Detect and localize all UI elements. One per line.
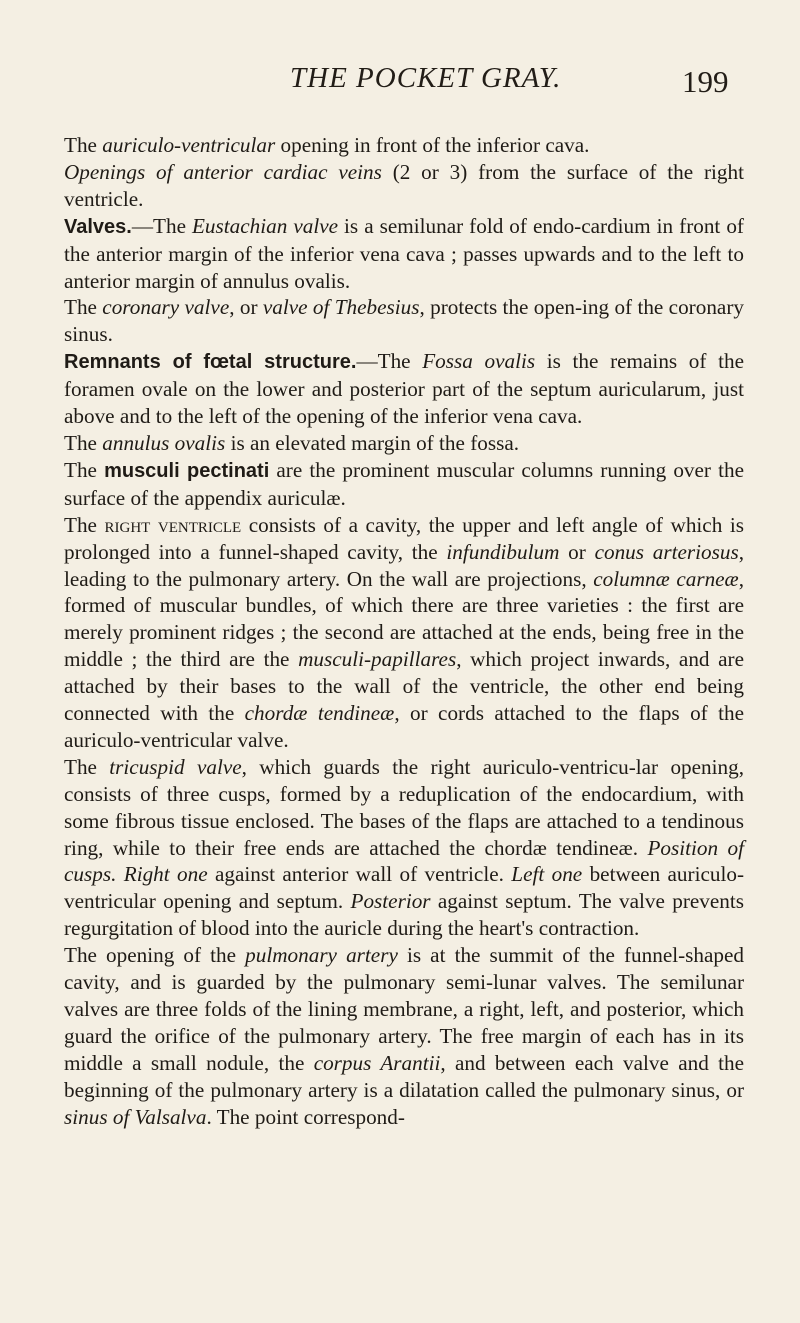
italic-term: musculi-papillares [298,647,457,672]
text-segment: , protects the open-ing of the coronary sinus. [64,295,744,347]
paragraph [64,132,744,159]
italic-term: auriculo-ventricular [102,133,276,157]
running-title: THE POCKET GRAY. [290,62,562,94]
text-segment: The [64,430,103,455]
paragraph [64,348,744,430]
italic-term: Posterior [350,889,431,914]
italic-term: infundibulum [446,539,560,564]
text-segment: is the remains of the foramen ovale on the lower and posterior part of the septum auricularum, just above and to the left of the opening of the inferior vena cava. [64,349,744,429]
bold-heading: Valves. [64,215,132,238]
paragraph [64,294,744,348]
text-segment: The [64,133,103,157]
text-segment: —The [356,349,423,374]
smallcaps-term: right ventricle [104,512,242,537]
text-segment: against septum. The valve prevents regurgitation of blood into the auricle during the heart's contraction. [64,889,744,941]
text-segment: , which project inwards, and are attached by their bases to the wall of the ventricle, the other end being connected with the [64,647,744,726]
text-segment: or [559,539,595,564]
text-segment: , leading to the pulmonary artery. On the wall are projections, [64,539,744,591]
text-segment: , and between each valve and the beginning of the pulmonary artery is a dilatation called the pulmonary sinus, or [64,1050,745,1102]
text-segment: , which guards the right auriculo-ventricu-lar opening, consists of three cusps, formed by a reduplication of the endocardium, with some fibrous tissue enclosed. The bases of the flaps are attached to a tendinous ring, while to their free ends are attached the chordæ tendineæ. [64,754,744,860]
text-segment: . The point correspond- [206,1104,405,1129]
italic-term: Left one [511,862,583,887]
text-segment: is at the summit of the funnel-shaped cavity, and is guarded by the pulmonary semi-lunar valves. The semilunar valves are three folds of the lining membrane, a right, left, and posterior, which guard the orifice of the pulmonary artery. The free margin of each has in its middle a small nodule, the [64,943,744,1075]
paragraph [64,159,744,213]
text-segment: , or cords attached to the flaps of the auriculo-ventricular valve. [64,701,744,752]
text-segment: The opening of the [64,943,246,968]
paragraph [64,430,744,457]
italic-term: corpus Arantii [313,1050,441,1075]
text-segment: between auriculo-ventricular opening and septum. [64,862,745,914]
italic-term: Openings of anterior cardiac veins [64,159,382,184]
text-segment: The [64,754,110,779]
text-segment: (2 or 3) from the surface of the right ventricle. [64,159,744,211]
italic-term: pulmonary artery [245,943,398,968]
italic-term: tricuspid valve [109,754,242,779]
running-head [0,62,800,98]
paragraph [64,942,744,1130]
text-segment: is an elevated margin of the fossa. [225,430,520,455]
text-segment: The [64,512,105,537]
text-segment: , or [229,295,263,320]
italic-term: Eustachian valve [191,213,339,238]
text-segment: —The [131,213,192,238]
italic-term: chordæ tendineæ [244,701,395,726]
italic-term: Position of cusps. Right one [64,835,744,887]
text-segment: , formed of muscular bundles, of which there are three varieties : the first are merely prominent ridges ; the second are attached at the ends, being free in the middle ; the third are the [64,566,744,672]
paragraph [64,213,744,295]
italic-term: annulus ovalis [102,430,226,455]
paragraph [64,754,744,942]
paragraph [64,457,744,512]
page-number: 199 [682,64,729,99]
text-segment: are the prominent muscular columns running over the surface of the appendix auriculæ. [64,457,744,510]
italic-term: sinus of Valsalva [64,1104,207,1129]
paragraph [64,512,744,754]
italic-term: conus arteriosus [594,539,739,564]
text-segment: against anterior wall of ventricle. [207,862,512,887]
text-segment: opening in front of the inferior cava. [275,133,590,157]
italic-term: columnæ carneæ [593,566,739,591]
bold-heading: musculi pectinati [104,459,270,482]
bold-heading: Remnants of fœtal structure. [64,351,357,374]
text-segment: The [64,457,105,482]
text-segment: The [64,295,103,320]
italic-term: coronary valve [102,295,230,320]
body-text [64,132,744,1131]
italic-term: Fossa ovalis [422,349,536,374]
text-segment: consists of a cavity, the upper and left angle of which is prolonged into a funnel-shaped cavity, the [64,512,744,564]
text-segment: is a semilunar fold of endo-cardium in front of the anterior margin of the inferior vena cava ; passes upwards and to the left to anterior margin of annulus ovalis. [64,213,744,293]
italic-term: valve of Thebesius [262,295,420,320]
